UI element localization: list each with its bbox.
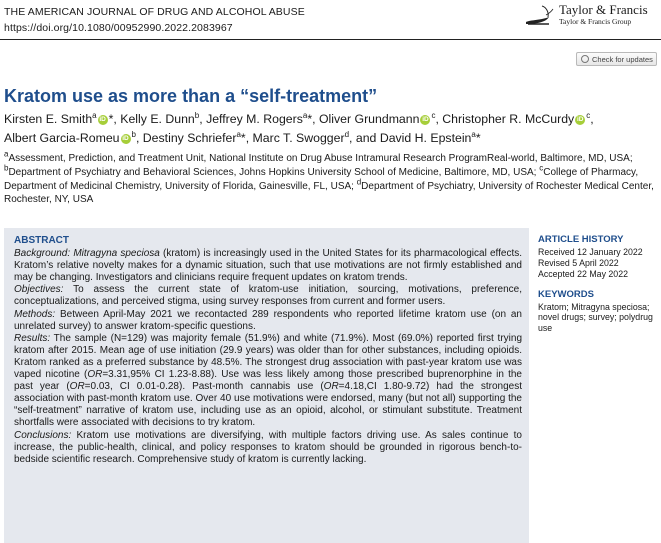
author[interactable]: [253, 131, 350, 145]
author-name: David H. Epstein: [379, 131, 472, 145]
orcid-icon[interactable]: iD: [99, 115, 106, 123]
affiliation-mark: b: [4, 163, 9, 173]
author[interactable]: Jeffrey M. Rogers$^a$*: [206, 110, 313, 126]
affiliation-text: Assessment, Prediction, and Treatment Unit, National Institute on Drug Abuse Intramural Research ProgramReal-world, Baltimore, MD, USA;: [8, 153, 633, 164]
author-name: Albert Garcia-Romeu: [4, 131, 120, 145]
author-name: Kelly E. Dunn: [120, 112, 195, 126]
affiliation-mark: c: [539, 163, 544, 173]
check-updates-button[interactable]: [576, 52, 657, 66]
abstract-background-para: Background: Mitragyna speciosa (kratom) is increasingly used in the United States for its pharmacological effects. Kratom’s relative novelty makes for a dynamic situation, such that use motivations are not firmly established and may be changing. Investigators and clinicians require frequent updates on kratom trends.: [14, 248, 523, 284]
author-affiliation-mark: d: [344, 129, 350, 139]
publisher-group: Taylor & Francis Group: [559, 17, 632, 26]
affiliation-mark: a: [4, 149, 9, 159]
author-name: Oliver Grundmann: [318, 112, 420, 126]
author-name: Marc T. Swogger: [252, 131, 345, 145]
author-affiliation-mark: a: [471, 129, 476, 139]
author[interactable]: David H. Epstein$^a$*: [379, 129, 481, 145]
author-affiliation-mark: c: [431, 110, 436, 120]
author-list: Kirsten E. Smith$^a$ iD *, Kelly E. Dunn$^b$, Jeffrey M. Rogers$^a$*, Oliver Grundmann iD $^c$, Christopher R. McCurdy iD $^c$, Albert Garcia-Romeu iD $^b$, Destiny Schriefer$^a$*, Marc T. Swogger$^d$, and David H. Epstein$^a$*: [4, 110, 594, 145]
author-affiliation-mark: b: [194, 110, 200, 120]
author-name: Destiny Schriefer: [142, 131, 237, 145]
header-divider: [0, 39, 661, 40]
author[interactable]: Destiny Schriefer$^a$*: [142, 129, 246, 145]
orcid-icon[interactable]: iD: [422, 115, 429, 123]
author[interactable]: [319, 112, 435, 126]
abstract: [14, 235, 522, 466]
author[interactable]: [442, 112, 590, 126]
history-revised: Revised 5 April 2022: [538, 257, 619, 268]
article-history: [538, 235, 658, 280]
affiliations: [4, 149, 659, 207]
publisher-logo[interactable]: [522, 3, 648, 29]
affiliation-text: College of Pharmacy, Department of Medicinal Chemistry, University of Florida, Gainesville, FL, USA;: [4, 166, 639, 192]
author[interactable]: [120, 112, 199, 126]
author[interactable]: [4, 131, 136, 145]
history-received: Received 12 January 2022: [538, 246, 643, 257]
history-accepted: Accepted 22 May 2022: [538, 268, 628, 279]
orcid-icon[interactable]: iD: [576, 115, 584, 123]
author-name: Christopher R. McCurdy: [442, 112, 575, 126]
article-sidebar: [538, 235, 658, 334]
lamp-icon: [522, 3, 556, 29]
affiliation-mark: d: [356, 177, 362, 187]
affiliation-text: Department of Psychiatry, University of Rochester Medical Center, Rochester, NY, USA: [4, 180, 654, 206]
publisher-name: Taylor & Francis: [559, 2, 648, 17]
keywords-text: Kratom; Mitragyna speciosa; novel drugs; survey; polydrug use: [538, 301, 653, 334]
article-title: Kratom use as more than a “self-treatment”: [4, 86, 378, 106]
keywords-heading: KEYWORDS: [538, 288, 594, 300]
author-affiliation-mark: a: [92, 110, 97, 120]
author-name: Kirsten E. Smith: [4, 112, 93, 126]
abstract-results-para: Results: The sample (N=129) was majority female (51.9%) and white (71.9%). Most (69.0%) reported first trying kratom after 2015. Mean age of use initiation (29.9 years) was older than for other substances, including opioids. Kratom ranked as a preferred substance by 48.5%. The strongest drug association with past-year kratom use was vaped nicotine (OR=3.31,95% CI 1.23-8.88). Use was less likely among those prescribed buprenorphine in the past year (OR=0.03, CI 0.01-0.28). Past-month cannabis use (OR=4.18,CI 1.80-9.72) had the strongest association with past-month kratom use. Over 40 use motivations were endorsed, many (but not all) supporting the “self-treatment” narrative of kratom use, including use as an opioid, alcohol, or stimulant substitute. Treatment shortfalls were associated with decisions to try kratom.: [14, 332, 523, 429]
abstract-objectives-para: Objectives: To assess the current state of kratom-use initiation, sourcing, motivations, preference, conceptualizations, and perceived stigma, using survey responses from current and former users.: [14, 284, 522, 308]
author-affiliation-mark: b: [131, 129, 136, 139]
keywords: [538, 290, 658, 335]
abstract-conclusions-para: Conclusions: Kratom use motivations are diversifying, with multiple factors driving use. As sales continue to increase, the public-health, clinical, and policy responses to kratom should be grounded in rigorous bench-to-bedside scientific research. Comprehensive study of kratom is currently lacking.: [14, 429, 522, 465]
doi-link[interactable]: https://doi.org/10.1080/00952990.2022.2083967: [4, 22, 233, 34]
history-heading: ARTICLE HISTORY: [538, 234, 624, 245]
author-name: Jeffrey M. Rogers: [206, 112, 303, 126]
abstract-methods-para: Methods: Between April-May 2021 we recontacted 289 respondents who reported lifetime kratom use (on an unrelated survey) to answer kratom-specific questions.: [14, 308, 522, 332]
author[interactable]: Kirsten E. Smith$^a$ iD *: [4, 110, 114, 126]
update-icon: [581, 55, 589, 63]
orcid-icon[interactable]: iD: [122, 134, 129, 142]
author-affiliation-mark: a: [236, 129, 241, 139]
affiliation-text: Department of Psychiatry and Behavioral Sciences, Johns Hopkins University School of Medicine, Baltimore, MD, USA;: [8, 166, 540, 178]
abstract-heading: ABSTRACT: [14, 235, 69, 246]
journal-name: THE AMERICAN JOURNAL OF DRUG AND ALCOHOL ABUSE: [4, 6, 305, 18]
author-affiliation-mark: a: [302, 110, 308, 120]
check-updates-label: Check for updates: [592, 54, 653, 64]
author-affiliation-mark: c: [586, 110, 591, 120]
journal-header: [4, 6, 305, 34]
